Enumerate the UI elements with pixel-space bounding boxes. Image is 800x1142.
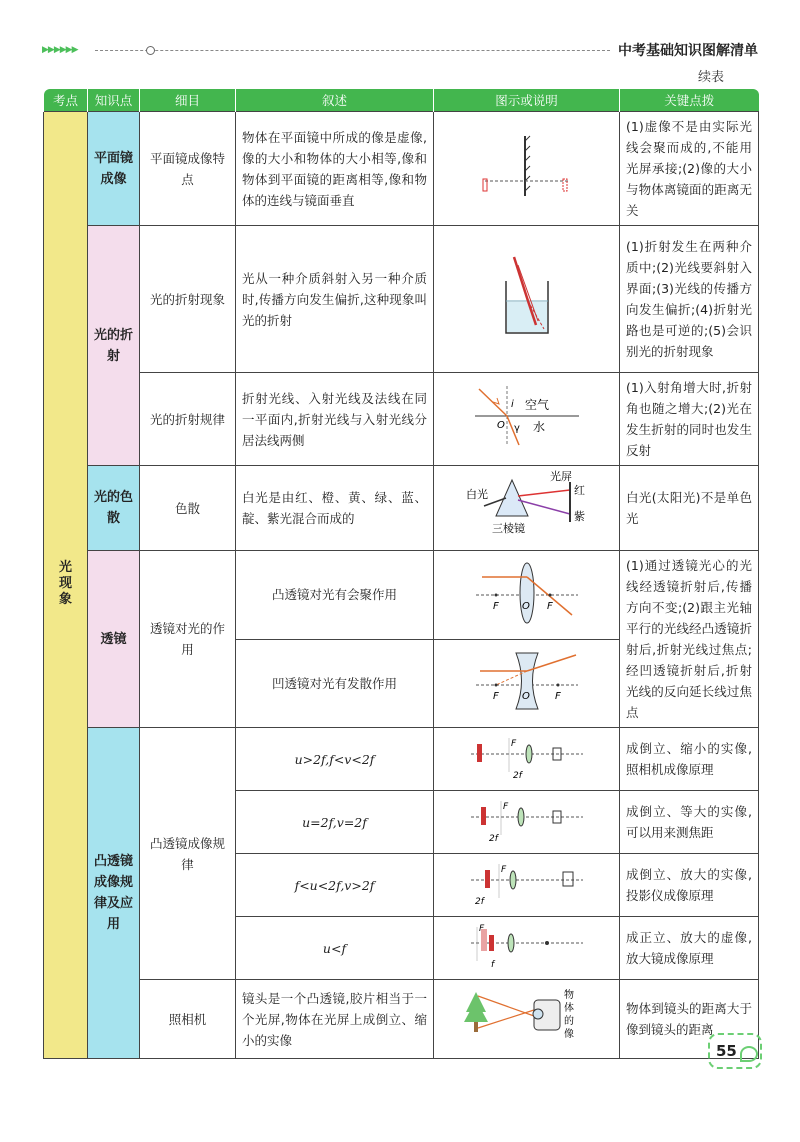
table-row [44,373,759,466]
figure-cell [434,551,620,640]
description-cell: 折射光线、入射光线及法线在同一平面内,折射光线与入射光线分居法线两侧 [236,373,434,466]
key-note-cell: 成正立、放大的虚像,放大镜成像原理 [620,917,759,980]
refraction-angle-label: γ [513,423,520,434]
description-cell: 镜头是一个凸透镜,胶片相当于一个光屏,物体在光屏上成倒立、缩小的实像 [236,980,434,1059]
figure-cell [434,728,620,791]
origin-label: O [496,420,505,431]
table-row [44,980,759,1059]
key-note-cell: 物体到镜头的距离大于像到镜头的距离 [620,980,759,1059]
figure-cell [434,791,620,854]
refraction-glass-diagram [492,251,562,341]
header-dot-icon [146,46,155,55]
figure-cell [434,112,620,226]
plane-mirror-diagram [477,131,577,201]
violet-label: 紫 [573,510,585,523]
refraction-law-diagram [467,381,587,451]
key-note-cell: (1)入射角增大时,折射角也随之增大;(2)光在发生折射的同时也发生反射 [620,373,759,466]
center-label: O [521,691,530,703]
column-header: 细目 [140,89,236,112]
item-cell: 凸透镜成像规律 [140,728,236,980]
key-note-cell: (1)虚像不是由实际光线会聚而成的,不能用光屏承接;(2)像的大小与物体离镜面的距离无关 [620,112,759,226]
table-row [44,466,759,551]
key-note-cell: (1)折射发生在两种介质中;(2)光线要斜射入界面;(3)光线的传播方向发生偏折;(4)折射光路也是可逆的;(5)会识别光的折射现象 [620,226,759,373]
figure-cell [434,917,620,980]
imaging-case-diagram [467,858,587,906]
page-number: 55 [716,1042,737,1060]
prism-dispersion-diagram [462,470,592,540]
knowledge-point: 平面镜成像 [88,112,140,226]
table-row [44,112,759,226]
knowledge-point: 透镜 [88,551,140,728]
knowledge-point: 光的色散 [88,466,140,551]
camera-diagram [462,984,592,1048]
item-cell: 平面镜成像特点 [140,112,236,226]
page-decoration-icon [740,1046,758,1062]
column-header: 关键点拨 [620,89,759,112]
imaging-case-diagram [467,795,587,843]
figure-cell [434,373,620,466]
imaging-case-diagram [467,732,587,780]
focus-label: F [554,691,561,703]
condition-cell: u=2f,v=2f [236,791,434,854]
focus-label: F [478,924,484,934]
column-header: 考点 [44,89,88,112]
item-cell: 色散 [140,466,236,551]
condition-cell: f<u<2f,v>2f [236,854,434,917]
table-row [44,728,759,791]
distance-label: 2f [474,897,484,906]
focus-label: F [500,865,506,875]
center-label: O [521,600,530,612]
header-divider [95,50,610,51]
distance-label: 2f [488,834,498,843]
description-cell: 白光是由红、橙、黄、绿、蓝、靛、紫光混合而成的 [236,466,434,551]
key-note-cell: 成倒立、缩小的实像,照相机成像原理 [620,728,759,791]
condition-cell: u>2f,f<v<2f [236,728,434,791]
screen-label: 光屏 [549,470,572,483]
focus-label: F [502,802,508,812]
key-note-cell: 白光(太阳光)不是单色光 [620,466,759,551]
convex-lens-diagram [472,557,582,627]
table-header-row [44,89,759,112]
continued-label: 续表 [698,70,725,85]
column-header: 叙述 [236,89,434,112]
item-cell: 光的折射规律 [140,373,236,466]
description-cell: 凸透镜对光有会聚作用 [236,551,434,640]
item-cell: 光的折射现象 [140,226,236,373]
condition-cell: u<f [236,917,434,980]
table-row [44,226,759,373]
red-label: 红 [573,484,585,497]
category-cell: 光现象 [44,112,88,1059]
figure-cell [434,854,620,917]
description-cell: 凹透镜对光有发散作用 [236,639,434,728]
description-cell: 光从一种介质斜射入另一种介质时,传播方向发生偏折,这种现象叫光的折射 [236,226,434,373]
distance-label: f [490,960,494,969]
focus-label: F [510,739,516,749]
key-note-cell: (1)通过透镜光心的光线经透镜折射后,传播方向不变;(2)跟主光轴平行的光线经凸透镜折射后,折射光线过焦点;经凹透镜折射后,折射光线的反向延长线过焦点 [620,551,759,728]
focus-label: F [492,691,499,703]
image-label-char: 的 [563,1016,574,1027]
imaging-case-diagram [467,921,587,969]
figure-cell [434,980,620,1059]
description-cell: 物体在平面镜中所成的像是虚像,像的大小和物体的大小相等,像和物体到平面镜的距离相等,像和物体的连线与镜面垂直 [236,112,434,226]
incident-angle-label: i [510,399,514,410]
water-label: 水 [532,420,545,434]
concave-lens-diagram [472,645,582,715]
figure-cell [434,226,620,373]
column-header: 知识点 [88,89,140,112]
focus-label: F [546,600,553,612]
white-light-label: 白光 [465,488,488,501]
image-label-char: 物 [563,990,574,1001]
figure-cell [434,466,620,551]
knowledge-point: 光的折射 [88,226,140,466]
figure-cell [434,639,620,728]
image-label-char: 体 [563,1003,574,1014]
item-cell: 照相机 [140,980,236,1059]
knowledge-table [43,89,759,1059]
distance-label: 2f [512,771,522,780]
page-header-title: 中考基础知识图解清单 [618,43,758,59]
prism-label: 三棱镜 [491,522,525,535]
item-cell: 透镜对光的作用 [140,551,236,728]
knowledge-point: 凸透镜成像规律及应用 [88,728,140,1059]
air-label: 空气 [524,398,549,412]
header-arrows-icon: ▶▶▶▶▶▶ [42,45,78,55]
key-note-cell: 成倒立、放大的实像,投影仪成像原理 [620,854,759,917]
column-header: 图示或说明 [434,89,620,112]
focus-label: F [492,600,499,612]
key-note-cell: 成倒立、等大的实像,可以用来测焦距 [620,791,759,854]
image-label-char: 像 [563,1029,574,1040]
table-row [44,551,759,640]
